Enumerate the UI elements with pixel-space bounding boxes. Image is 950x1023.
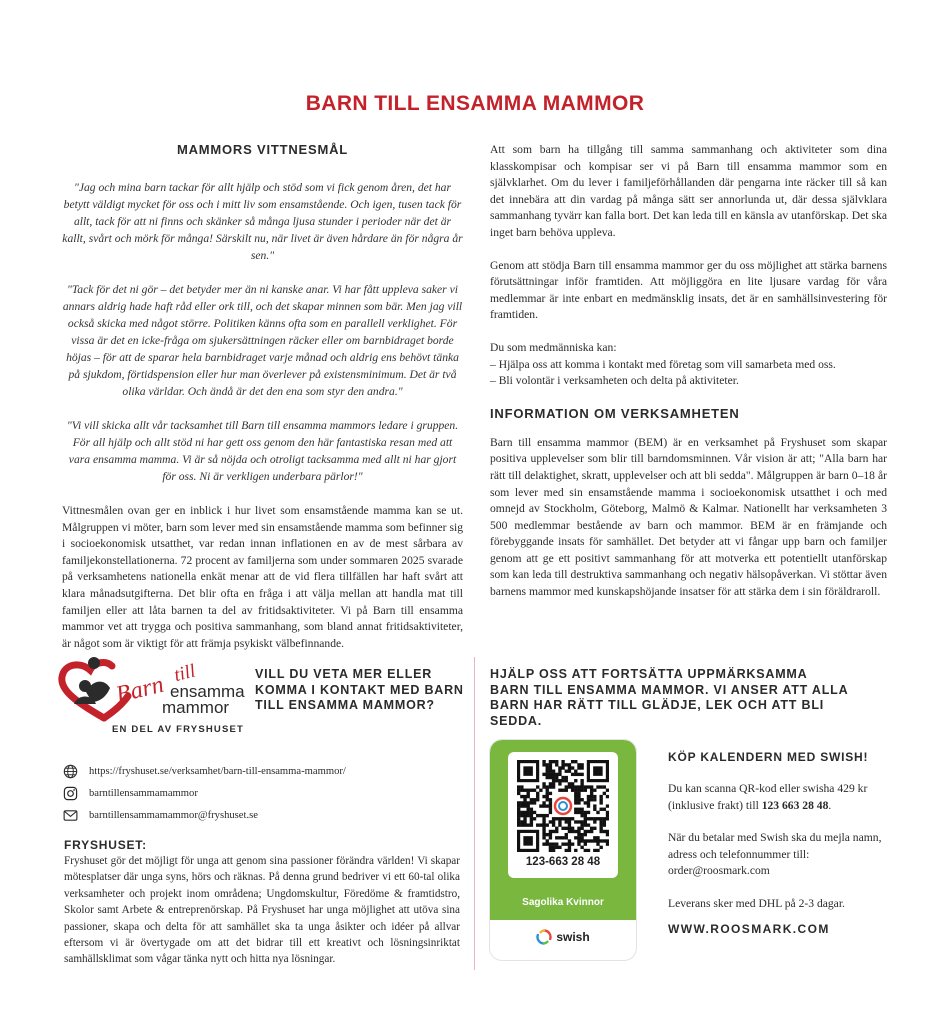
testimonials-summary: Vittnesmålen ovan ger en inblick i hur livet som ensamstående mamma kan se ut. Målgruppen vi möter, barn som lever med sin ensamstående mamma som befinner sig i socioekonomisk utsatthet, var redan innan inflationen en av de mest sårbara av familjekonstellationerna. 72 procent av familjerna som under sommaren 2025 svarade på verksamhetens nationella enkät menar att de vid flera tillfällen har haft svårt att klara månadsutgifterna. Det blir ofta en fråga i att välja mellan att handla mat till familjen eller att låta barnen ta del av fritidsaktiviteter. Vi på Barn till ensamma mammor vet att trygga och positiva sammanhang, som bland annat fritidsaktiviteter, är något som är viktigt för att främja psykiskt välbefinnande.	[62, 504, 463, 650]
swish-recipient-name: Sagolika Kvinnor	[522, 897, 604, 908]
contact-email-address[interactable]: barntillensammamammor@fryshuset.se	[89, 809, 258, 821]
testimonials-heading: MAMMORS VITTNESMÅL	[176, 142, 349, 157]
roosmark-website-link[interactable]: WWW.ROOSMARK.COM	[668, 922, 830, 936]
help-list-item: – Hjälpa oss att komma i kontakt med företag som vill samarbeta med oss.	[490, 357, 836, 371]
contact-email[interactable]	[63, 804, 463, 826]
help-list-intro: Du som medmänniska kan:	[490, 340, 617, 354]
testimonials-column	[62, 142, 463, 652]
about-paragraph: Att som barn ha tillgång till samma sammanhang och aktiviteter som dina klasskompisar och kompisar ser vi på Barn till ensamma mammor som en självklarhet. Om du lever i familjeförhållanden där pengarna inte räcker till så kan det innebära att din vardag på många sätt ser annorlunda ut, där dessa självklara sammanhang tyvärr kan falla bort. Det kan leda till en känsla av utanförskap. Det ska inget barn behöva uppleva.	[490, 143, 887, 239]
contact-instagram-handle[interactable]: barntillensammamammor	[89, 787, 198, 799]
calendar-price-paragraph	[668, 781, 888, 814]
calendar-text	[668, 781, 888, 928]
testimonial-quote: "Vi vill skicka allt vår tacksamhet till Barn till ensamma mammors ledare i gruppen. För all hjälp och allt stöd ni har gett oss genom den här fantastiska resan med att vara ensamma mamma. Vi är så nöjda och otroligt tacksamma med allt ni har gjort för oss. Ni är verkligen underbara pärlor!"	[66, 419, 459, 483]
testimonial-quote: "Tack för det ni gör – det betyder mer än ni kanske anar. Vi har fått uppleva saker vi annars aldrig hade haft råd eller ork till, och det skapar minnen som bär. Men jag vill också skicka med något större. Politiken känns ofta som en parallell verklighet. För vissa är det en icke-fråga om sjukersättningen räcker eller om barnbidraget borde höjas – för att de sparar hela barnbidraget varje månad och aldrig ens behövt tänka på sjukdom, förtidspension eller hur man överlever på existensminimum. Det är två olika världar. Och ändå är det den ena som styr den andra."	[62, 283, 463, 398]
calendar-delivery-paragraph: Leverans sker med DHL på 2-3 dagar.	[668, 896, 845, 910]
qr-code-box	[508, 752, 618, 878]
logo-word-mammor: mammor	[162, 698, 230, 717]
page-title: BARN TILL ENSAMMA MAMMOR	[305, 92, 645, 115]
instagram-icon	[63, 786, 78, 801]
calendar-heading: KÖP KALENDERN MED SWISH!	[668, 750, 869, 764]
calendar-email-paragraph: När du betalar med Swish ska du mejla namn, adress och telefonnummer till: order@roosmark.com	[668, 831, 882, 877]
bem-logo	[58, 652, 248, 740]
contact-web-link[interactable]: https://fryshuset.se/verksamhet/barn-till-ensamma-mammor/	[89, 765, 346, 777]
mail-icon	[63, 808, 78, 823]
contact-list	[63, 760, 463, 826]
fryshuset-paragraph: Fryshuset gör det möjligt för unga att genom sina passioner förändra världen! Vi skapar mötesplatser där unga syns, hörs och räknas. På denna grund bedriver vi ett 60-tal olika verksamheter och projekt inom områdena; Ungdomskultur, Föredöme & framtidstro, Skolor samt Arbete & entreprenörskap. På Fryshuset har unga möjlighet att utöva sina passioner, skapa och delta för att samhället ska ta unga åsikter och idéer på allvar eftersom vi är övertygade om att det bidrar till ett kreativt och lösningsinriktat samhällsklimat som vågar tänka nytt och hitta nya lösningar.	[64, 855, 460, 966]
help-list-item: – Bli volontär i verksamheten och delta på aktiviteter.	[490, 374, 739, 388]
vertical-divider	[474, 657, 475, 970]
help-list	[490, 340, 887, 390]
globe-icon	[63, 764, 78, 779]
about-paragraph: Genom att stödja Barn till ensamma mammor ger du oss möjlighet att stärka barnens förutsättningar inför framtiden. Att möjliggöra en lite ljusare vardag för våra medlemmar är inte enbart en medmänsklig insats, det är en samhällsinvestering för framtiden.	[490, 258, 887, 322]
info-heading: INFORMATION OM VERKSAMHETEN	[490, 405, 740, 421]
heart-logo-icon	[58, 652, 248, 724]
swish-phone-number: 123 663 28 48	[761, 798, 829, 812]
logo-subtitle: EN DEL AV FRYSHUSET	[112, 724, 245, 735]
contact-web[interactable]	[63, 760, 463, 782]
qr-code-icon	[517, 760, 609, 852]
fryshuset-heading: FRYSHUSET:	[64, 838, 147, 852]
help-heading: HJÄLP OSS ATT FORTSÄTTA UPPMÄRKSAMMA BARN TILL ENSAMMA MAMMOR. VI ANSER ATT ALLA BARN HAR RÄTT TILL GLÄDJE, LEK OCH ATT BLI SEDDA.	[490, 667, 848, 728]
logo-word-barn: Barn	[113, 671, 167, 709]
swish-logo-text: swish	[556, 930, 590, 944]
swish-number: 123-663 28 48	[525, 856, 601, 868]
swish-qr-card[interactable]	[490, 740, 636, 960]
contact-instagram[interactable]	[63, 782, 463, 804]
contact-heading: VILL DU VETA MER ELLER KOMMA I KONTAKT MED BARN TILL ENSAMMA MAMMOR?	[255, 667, 464, 712]
calendar-price-text: Du kan scanna QR-kod eller swisha 429 kr (inklusive frakt) till	[668, 782, 868, 812]
swish-logo	[490, 929, 636, 945]
about-column	[490, 142, 887, 601]
info-paragraph: Barn till ensamma mammor (BEM) är en verksamhet på Fryshuset som skapar positiva upplevelser som blir till barndomsminnen. Vår vision är att; "Alla barn har rätt till delaktighet, skratt, upplevelser och att bli sedda". Målgruppen är barn 0–18 år som lever med sin ensamstående mamma i socioekonomisk utsatthet i och med omnejd av Stockholm, Göteborg, Malmö & Kalmar. Nationellt har verksamheten 3 500 medlemmar bestående av barn och mammor. BEM är en främjande och förebyggande insats för samhället. Det betyder att vi fångar upp barn och familjer genom att ge ett positivt sammanhang för att motverka ett potentiellt utanförskap som kan leda till destruktiva sammanhang och negativ hälsopåverkan. Vi stöttar även barnens mammor med kunskapshöjande insatser för att stärka dem i sin föräldraroll.	[490, 435, 887, 599]
logo-word-till: till	[171, 660, 198, 687]
calendar-price-end: .	[828, 798, 832, 812]
testimonial-quote: "Jag och mina barn tackar för allt hjälp och stöd som vi fick genom åren, det har betytt väldigt mycket för oss och i mitt liv som ensamstående. Och igen, tusen tack för allt, tack för att ni finns och skänker så många ljusa stunder i perioder när det är kallt, svårt och mörk för många! Särskilt nu, när livet är även hårdare än för några år sen."	[62, 181, 463, 262]
logo-word-ensamma: ensamma	[170, 682, 245, 701]
swish-logo-icon	[536, 929, 552, 945]
